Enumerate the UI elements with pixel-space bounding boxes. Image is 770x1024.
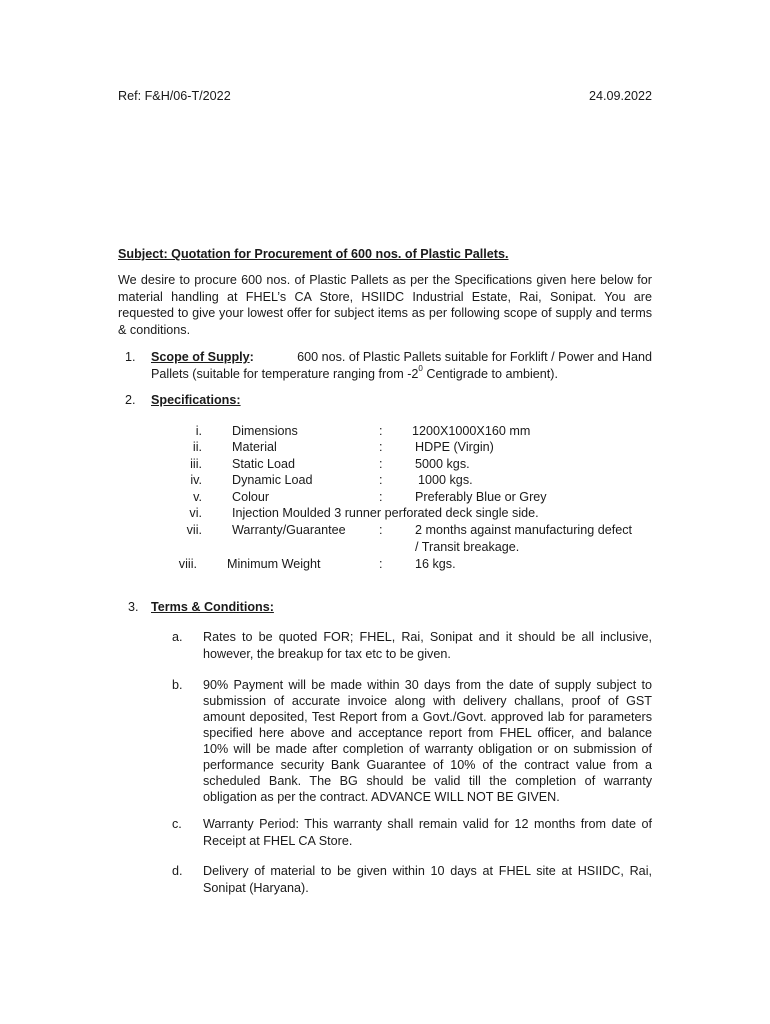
specifications-number: 2. bbox=[125, 393, 136, 407]
spec-row: iv. Dynamic Load : 1000 kgs. bbox=[190, 473, 473, 487]
terms-title: Terms & Conditions: bbox=[151, 600, 274, 614]
term-text: Rates to be quoted FOR; FHEL, Rai, Sonipat and it should be all inclusive, however, the breakup for tax etc to be given. bbox=[203, 630, 652, 661]
term-letter: c. bbox=[172, 817, 182, 831]
spec-row: viii. Minimum Weight : 16 kgs. bbox=[178, 557, 456, 571]
scope-text-line2: Pallets (suitable for temperature ranging from $-2^0$ Centigrade to ambient). bbox=[151, 364, 558, 381]
subject-line: Subject: Quotation for Procurement of 600 nos. of Plastic Pallets. bbox=[118, 247, 509, 261]
specifications-title: Specifications: bbox=[151, 393, 241, 407]
scope-title: Scope of Supply bbox=[151, 350, 250, 364]
degree-superscript: 0 bbox=[418, 364, 423, 374]
document-date: 24.09.2022 bbox=[588, 89, 652, 103]
term-letter: d. bbox=[172, 864, 183, 878]
scope-colon: : bbox=[249, 350, 254, 364]
reference-number: Ref: F&H/06-T/2022 bbox=[118, 89, 231, 103]
scope-number: 1. bbox=[125, 350, 136, 364]
spec-row: iii. Static Load : 5000 kgs. bbox=[190, 457, 470, 471]
spec-row: vi. Injection Moulded 3 runner perforated deck single side. bbox=[189, 506, 539, 520]
term-text: Warranty Period: This warranty shall remain valid for 12 months from date of Receipt at FHEL CA Store. bbox=[203, 817, 652, 848]
intro-paragraph: We desire to procure 600 nos. of Plastic Pallets as per the Specifications given here below for material handling at FHEL’s CA Store, HSIIDC Industrial Estate, Rai, Sonipat. You are requested to give your lowest offer for subject items as per following scope of supply and terms & conditions. bbox=[118, 273, 652, 337]
scope-text-line1: 600 nos. of Plastic Pallets suitable for Forklift / Power and Hand bbox=[297, 350, 652, 364]
terms-number: 3. bbox=[128, 600, 139, 614]
spec-row: v. Colour : Preferably Blue or Grey bbox=[193, 490, 547, 504]
term-letter: b. bbox=[172, 678, 183, 692]
spec-row-continuation: / Transit breakage. bbox=[415, 540, 520, 554]
spec-row: ii. Material : HDPE (Virgin) bbox=[192, 440, 494, 454]
term-text: Delivery of material to be given within 10 days at FHEL site at HSIIDC, Rai, Sonipat (Haryana). bbox=[203, 864, 652, 895]
term-letter: a. bbox=[172, 630, 183, 644]
spec-row: i. Dimensions : 1200X1000X160 mm bbox=[195, 424, 531, 438]
term-text: 90% Payment will be made within 30 days from the date of supply subject to submission of accurate invoice along with delivery challans, proof of GST amount deposited, Test Report from a Govt./Govt. approved lab for parameters specified here above and acceptance report from FHEL officer, and balance 10% will be made after completion of warranty obligation or on submission of performance security Bank Guarantee of 10% of the contract value from a scheduled Bank. The BG should be valid till the completion of warranty obligation as per the contract. ADVANCE WILL NOT BE GIVEN. bbox=[203, 678, 652, 804]
scope-section bbox=[151, 349, 652, 382]
spec-row: vii. Warranty/Guarantee : 2 months against manufacturing defect bbox=[186, 523, 633, 537]
